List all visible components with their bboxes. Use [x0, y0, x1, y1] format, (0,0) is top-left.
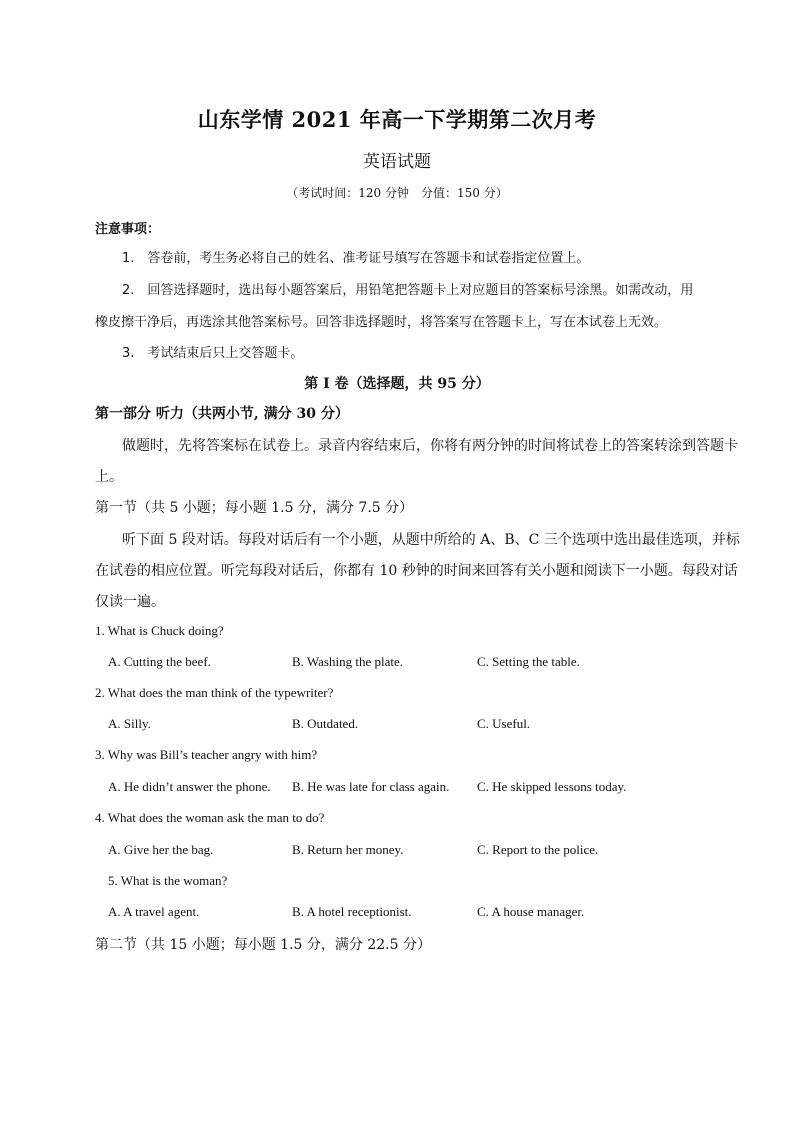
question-4-option-c: C. Report to the police. — [477, 842, 599, 857]
question-3-stem: 3. Why was Bill’s teacher angry with him? — [95, 747, 318, 762]
question-5-stem: 5. What is the woman? — [108, 873, 228, 888]
section1-instructions-line-3: 仅读一遍。 — [95, 594, 165, 610]
question-1-option-c: C. Setting the table. — [477, 654, 580, 669]
exam-title: 山东学情 2021 年高一下学期第二次月考 — [197, 107, 597, 132]
part1-intro-line-1: 做题时，先将答案标在试卷上。录音内容结束后，你将有两分钟的时间将试卷上的答案转涂到答题卡 — [122, 438, 738, 454]
notice-item-2-line-1: 2. 回答选择题时，选出每小题答案后，用铅笔把答题卡上对应题目的答案标号涂黑。如需改动，用 — [122, 283, 694, 298]
notice-heading: 注意事项： — [95, 222, 161, 237]
section1-heading: 第一节（共 5 小题；每小题 1.5 分，满分 7.5 分） — [95, 500, 414, 516]
question-2-option-c: C. Useful. — [477, 716, 531, 731]
question-2-option-b: B. Outdated. — [292, 716, 359, 731]
section1-instructions-line-2: 在试卷的相应位置。听完每段对话后，你都有 10 秒钟的时间来回答有关小题和阅读下一小题。每段对话 — [95, 563, 738, 579]
question-3-option-b: B. He was late for class again. — [292, 779, 450, 794]
question-1-option-a: A. Cutting the beef. — [108, 654, 211, 669]
question-2-option-a: A. Silly. — [108, 716, 151, 731]
question-1-option-b: B. Washing the plate. — [292, 654, 404, 669]
question-3-option-c: C. He skipped lessons today. — [477, 779, 627, 794]
notice-item-3: 3. 考试结束后只上交答题卡。 — [122, 346, 304, 361]
question-4-option-a: A. Give her the bag. — [108, 842, 214, 857]
question-5-option-b: B. A hotel receptionist. — [292, 904, 412, 919]
question-1-stem: 1. What is Chuck doing? — [95, 623, 224, 638]
notice-item-2-line-2: 橡皮擦干净后，再选涂其他答案标号。回答非选择题时，将答案写在答题卡上，写在本试卷上无效。 — [95, 315, 668, 330]
part1-heading: 第一部分 听力（共两小节, 满分 30 分） — [95, 406, 349, 422]
question-4-option-b: B. Return her money. — [292, 842, 404, 857]
exam-meta: （考试时间：120 分钟 分值：150 分） — [286, 186, 508, 200]
question-4-stem: 4. What does the woman ask the man to do? — [95, 810, 325, 825]
question-2-stem: 2. What does the man think of the typewriter? — [95, 685, 334, 700]
section2-heading: 第二节（共 15 小题；每小题 1.5 分，满分 22.5 分） — [95, 937, 431, 953]
notice-item-1: 1. 答卷前，考生务必将自己的姓名、准考证号填写在答题卡和试卷指定位置上。 — [122, 251, 590, 266]
section1-instructions-line-1: 听下面 5 段对话。每段对话后有一个小题，从题中所给的 A、B、C 三个选项中选出最佳选项，并标 — [122, 532, 740, 548]
question-5-option-c: C. A house manager. — [477, 904, 585, 919]
part1-intro-line-2: 上。 — [95, 469, 123, 485]
question-5-option-a: A. A travel agent. — [108, 904, 200, 919]
volume-heading: 第 I 卷（选择题，共 95 分） — [304, 376, 490, 392]
exam-subtitle: 英语试题 — [363, 152, 431, 172]
question-3-option-a: A. He didn’t answer the phone. — [108, 779, 271, 794]
